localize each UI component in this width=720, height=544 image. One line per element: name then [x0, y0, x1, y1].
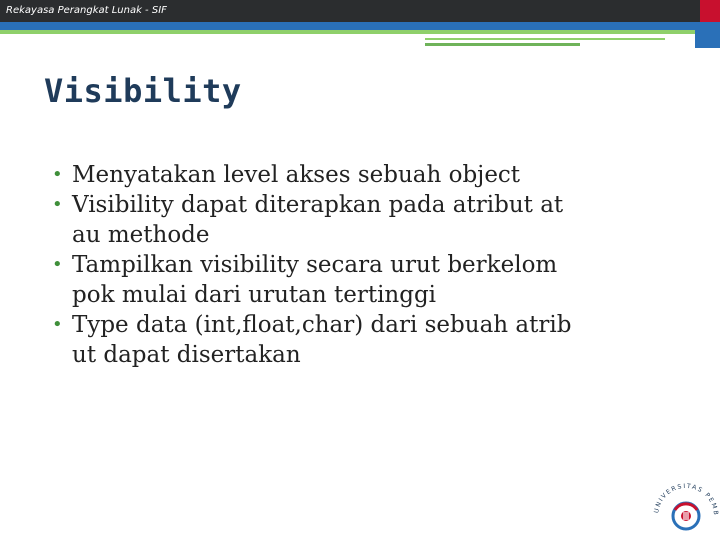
bullet-item: [52, 160, 692, 190]
bullet-icon: •: [52, 314, 63, 335]
svg-text:UNIVERSITAS PEMBANGUNAN JAYA: [648, 464, 719, 517]
header-stripe-green: [0, 30, 720, 34]
header-accent: [700, 0, 720, 22]
university-logo: [648, 464, 720, 540]
bullet-text: Menyatakan level akses sebuah object: [72, 162, 521, 188]
bullet-text: Tampilkan visibility secara urut berkelom: [72, 252, 558, 278]
bullet-icon: •: [52, 194, 63, 215]
bullet-list: [52, 160, 692, 370]
logo-text: UNIVERSITAS PEMB: [653, 482, 720, 517]
header-stripe-blue: [0, 22, 720, 30]
bullet-text: Type data (int,float,char) dari sebuah atrib: [72, 312, 572, 338]
bullet-text: Visibility dapat diterapkan pada atribut at: [72, 192, 564, 218]
bullet-text: pok mulai dari urutan tertinggi: [72, 282, 437, 308]
header-bar: [0, 0, 720, 22]
header-blue-block: [695, 22, 720, 48]
slide-title: Visibility: [44, 72, 242, 110]
header-text: Rekayasa Perangkat Lunak - SIF: [6, 5, 167, 16]
decorative-line: [425, 43, 580, 46]
bullet-item: [52, 190, 692, 250]
bullet-icon: •: [52, 164, 63, 185]
bullet-text: ut dapat disertakan: [72, 342, 301, 368]
bullet-icon: •: [52, 254, 63, 275]
bullet-item: [52, 250, 692, 310]
decorative-line: [425, 38, 665, 40]
university-logo-icon: [648, 464, 720, 540]
bullet-item: [52, 310, 692, 370]
bullet-text: au methode: [72, 222, 210, 248]
